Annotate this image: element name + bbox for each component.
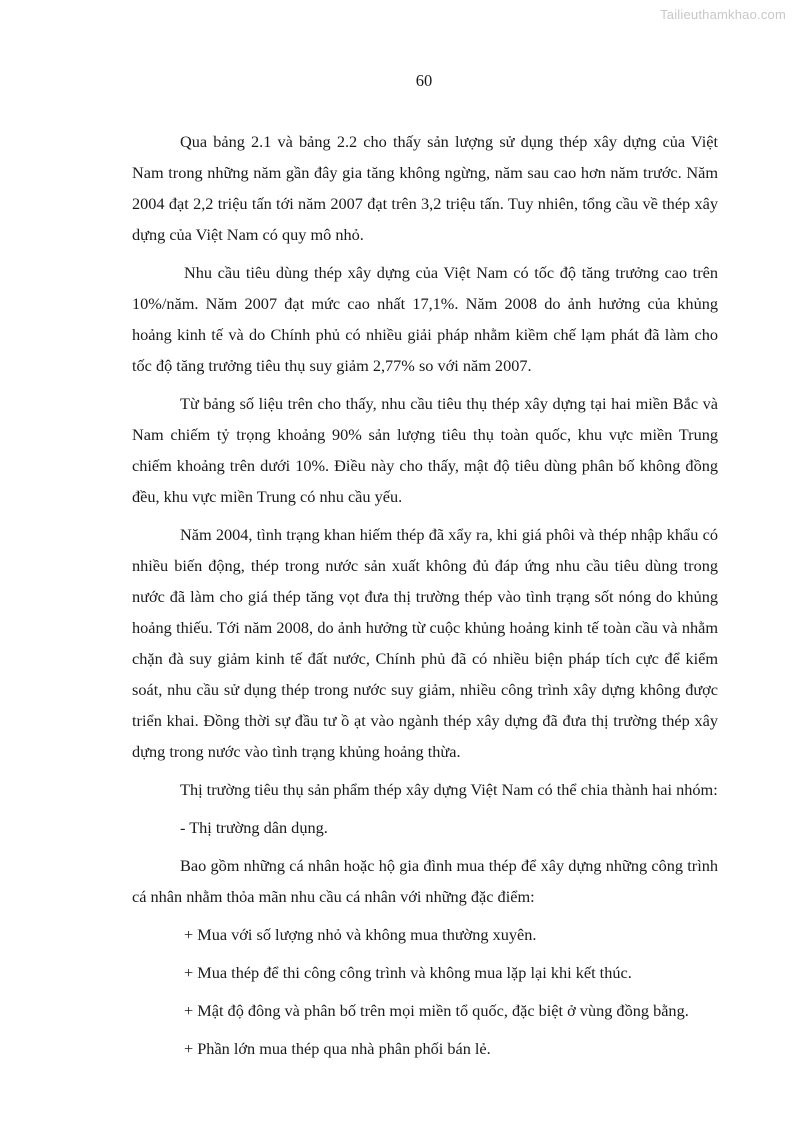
page-number: 60 bbox=[415, 71, 433, 90]
watermark: Tailieuthamkhao.com bbox=[660, 7, 786, 22]
paragraph-demand-growth-rate: Nhu cầu tiêu dùng thép xây dựng của Việt Nam có tốc độ tăng trưởng cao trên 10%/năm. Năm 2007 đạt mức cao nhất 17,1%. Năm 2008 do ảnh hưởng của khủng hoảng kinh tế và do Chính phủ có nhiều giải pháp nhằm kiềm chế lạm phát đã làm cho tốc độ tăng trưởng tiêu thụ suy giảm 2,77% so với năm 2007. bbox=[132, 263, 718, 375]
list-item: + Mua thép để thi công công trình và không mua lặp lại khi kết thúc. bbox=[184, 963, 632, 982]
list-item: + Phần lớn mua thép qua nhà phân phối bán lẻ. bbox=[184, 1039, 491, 1058]
document-body bbox=[132, 126, 718, 1071]
paragraph-market-segments: Thị trường tiêu thụ sản phẩm thép xây dựng Việt Nam có thể chia thành hai nhóm: bbox=[180, 780, 718, 799]
section-heading-civil-market: - Thị trường dân dụng. bbox=[180, 818, 328, 837]
list-item: + Mật độ đông và phân bố trên mọi miền tổ quốc, đặc biệt ở vùng đồng bằng. bbox=[184, 1001, 689, 1020]
paragraph-market-crisis: Năm 2004, tình trạng khan hiếm thép đã xẩy ra, khi giá phôi và thép nhập khẩu có nhiều biến động, thép trong nước sản xuất không đủ đáp ứng nhu cầu tiêu dùng trong nước đã làm cho giá thép tăng vọt đưa thị trường thép vào tình trạng sốt nóng do khủng hoảng thiếu. Tới năm 2008, do ảnh hưởng từ cuộc khủng hoảng kinh tế toàn cầu và nhằm chặn đà suy giảm kinh tế đất nước, Chính phủ đã có nhiều biện pháp tích cực để kiểm soát, nhu cầu sử dụng thép trong nước suy giảm, nhiều công trình xây dựng không được triển khai. Đồng thời sự đầu tư ồ ạt vào ngành thép xây dựng đã đưa thị trường thép xây dựng trong nước vào tình trạng khủng hoảng thừa. bbox=[132, 525, 718, 761]
paragraph-steel-consumption-growth: Qua bảng 2.1 và bảng 2.2 cho thấy sản lượng sử dụng thép xây dựng của Việt Nam trong những năm gần đây gia tăng không ngừng, năm sau cao hơn năm trước. Năm 2004 đạt 2,2 triệu tấn tới năm 2007 đạt trên 3,2 triệu tấn. Tuy nhiên, tổng cầu về thép xây dựng của Việt Nam có quy mô nhỏ. bbox=[132, 132, 718, 244]
list-item: + Mua với số lượng nhỏ và không mua thường xuyên. bbox=[184, 925, 537, 944]
paragraph-civil-market-description: Bao gồm những cá nhân hoặc hộ gia đình mua thép để xây dựng những công trình cá nhân nhằm thỏa mãn nhu cầu cá nhân với những đặc điểm: bbox=[132, 856, 718, 906]
paragraph-regional-distribution: Từ bảng số liệu trên cho thấy, nhu cầu tiêu thụ thép xây dựng tại hai miền Bắc và Nam chiếm tỷ trọng khoảng 90% sản lượng tiêu thụ toàn quốc, khu vực miền Trung chiếm khoảng trên dưới 10%. Điều này cho thấy, mật độ tiêu dùng phân bố không đồng đều, khu vực miền Trung có nhu cầu yếu. bbox=[132, 394, 718, 506]
